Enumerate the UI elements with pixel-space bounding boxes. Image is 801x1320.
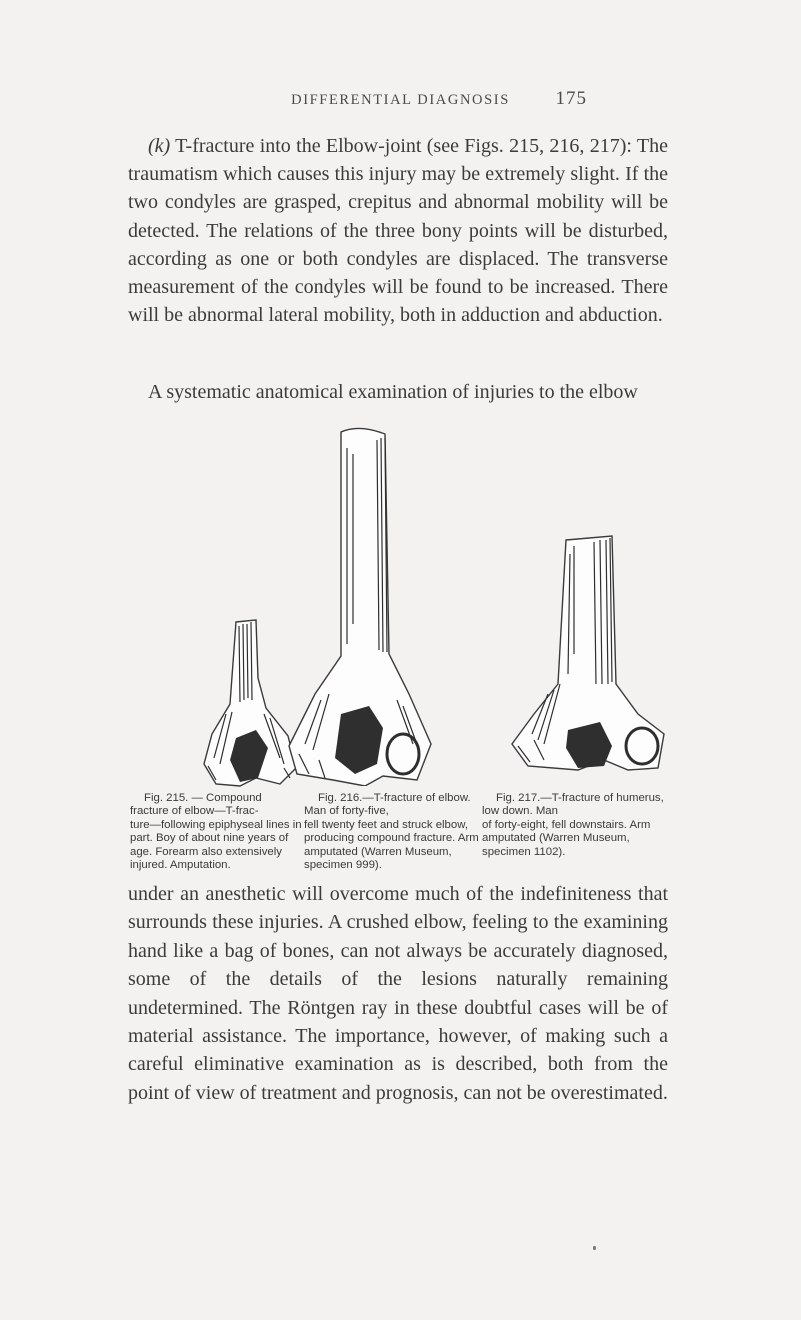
caption-fig-217 (482, 792, 670, 859)
caption-fig-217-first: Fig. 217.—T-fracture of humerus, low down. Man (482, 792, 664, 818)
caption-fig-215-first: Fig. 215. — Compound fracture of elbow—T-frac- (130, 792, 262, 818)
caption-fig-216 (304, 792, 480, 872)
page-number: 175 (555, 88, 587, 109)
caption-fig-216-rest: fell twenty feet and struck elbow, producing compound fracture. Arm amputated (Warren Museum, specimen 999). (304, 818, 479, 872)
paragraph-t-fracture (128, 132, 668, 329)
paragraph-lead-label: (k) (148, 135, 171, 157)
page-speck (593, 1246, 596, 1250)
running-head-title: DIFFERENTIAL DIAGNOSIS (291, 92, 510, 108)
caption-fig-215 (130, 792, 302, 872)
paragraph-t-fracture-text: T-fracture into the Elbow-joint (see Figs. 215, 216, 217): The traumatism which causes this injury may be extremely slight. If the two condyles are grasped, crepitus and abnormal mobility will be detected. The relations of the three bony points will be disturbed, according as one or both condyles are displaced. The transverse measurement of the condyles will be found to be increased. There will be abnormal lateral mobility, both in adduction and abduction. (128, 135, 668, 327)
figure-216-illustration (285, 424, 437, 786)
caption-fig-215-rest: ture—following epiphyseal lines in part. Boy of about nine years of age. Forearm also extensively injured. Amputation. (130, 818, 302, 872)
figure-217-illustration (508, 534, 668, 772)
paragraph-systematic-exam: A systematic anatomical examination of injuries to the elbow (148, 381, 638, 403)
caption-fig-217-rest: of forty-eight, fell downstairs. Arm amputated (Warren Museum, specimen 1102). (482, 818, 651, 858)
running-header (0, 88, 801, 118)
caption-fig-216-first: Fig. 216.—T-fracture of elbow. Man of forty-five, (304, 792, 471, 818)
paragraph-anesthetic-exam: under an anesthetic will overcome much of the indefiniteness that surrounds these injuries. A crushed elbow, feeling to the examining hand like a bag of bones, can not always be accurately diagnosed, some of the details of the lesions naturally remaining undetermined. The Röntgen ray in these doubtful cases will be of material assistance. The importance, however, of making such a careful eliminative examination as is described, both from the point of view of treatment and prognosis, can not be overestimated. (128, 883, 668, 1104)
